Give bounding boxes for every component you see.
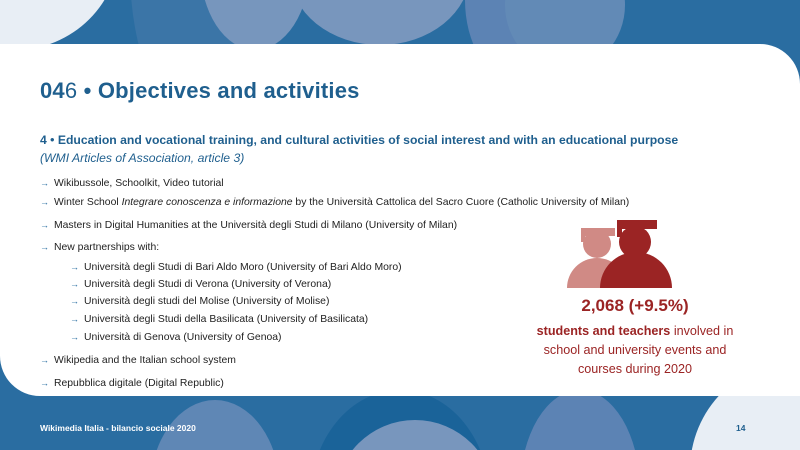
partnership-item: → Università degli studi del Molise (University of Molise) bbox=[70, 296, 330, 307]
list-item: → Winter School Integrare conoscenza e informazione by the Università Cattolica del Sacro Cuore (Catholic University of Milan) bbox=[40, 197, 630, 208]
partnership-item: → Università di Genova (University of Genoa) bbox=[70, 332, 282, 343]
page-number: 14 bbox=[736, 423, 746, 433]
stat-value: 2,068 (+9.5%) bbox=[581, 296, 689, 315]
bg-circle bbox=[0, 0, 120, 50]
list-item: → Wikibussole, Schoolkit, Video tutorial bbox=[40, 178, 224, 189]
page-title bbox=[40, 78, 360, 104]
arrow-icon: → bbox=[40, 355, 49, 365]
partnership-item: → Università degli Studi della Basilicata (University of Basilicata) bbox=[70, 314, 369, 325]
partnership-item: → Università degli Studi di Bari Aldo Moro (University of Bari Aldo Moro) bbox=[70, 262, 402, 273]
bg-circle bbox=[290, 0, 470, 45]
title-number-suffix: 6 bbox=[64, 78, 78, 103]
arrow-icon: → bbox=[70, 314, 79, 324]
arrow-icon: → bbox=[40, 242, 49, 252]
graduates-icon bbox=[565, 214, 675, 288]
arrow-icon: → bbox=[40, 378, 49, 388]
list-item: → Wikipedia and the Italian school system bbox=[40, 355, 236, 366]
stat-description: students and teachers involved in school and university events and courses during 2020 bbox=[536, 324, 734, 376]
list-item: → New partnerships with: bbox=[40, 242, 160, 253]
title-text: • Objectives and activities bbox=[77, 78, 360, 103]
arrow-icon: → bbox=[70, 332, 79, 342]
arrow-icon: → bbox=[70, 279, 79, 289]
section-note: (WMI Articles of Association, article 3) bbox=[40, 151, 245, 165]
title-number: 04 bbox=[40, 78, 65, 103]
arrow-icon: → bbox=[70, 262, 79, 272]
section-heading: 4 • Education and vocational training, and cultural activities of social interest and with an educational purpose bbox=[40, 133, 679, 147]
partnership-item: → Università degli Studi di Verona (University of Verona) bbox=[70, 279, 332, 290]
arrow-icon: → bbox=[40, 178, 49, 188]
arrow-icon: → bbox=[40, 197, 49, 207]
list-item: → Masters in Digital Humanities at the Università degli Studi di Milano (University of Milan) bbox=[40, 220, 458, 231]
bg-circle bbox=[520, 390, 640, 450]
list-item: → Repubblica digitale (Digital Republic) bbox=[40, 378, 224, 389]
arrow-icon: → bbox=[70, 296, 79, 306]
arrow-icon: → bbox=[40, 220, 49, 230]
footer-caption: Wikimedia Italia - bilancio sociale 2020 bbox=[40, 423, 196, 433]
